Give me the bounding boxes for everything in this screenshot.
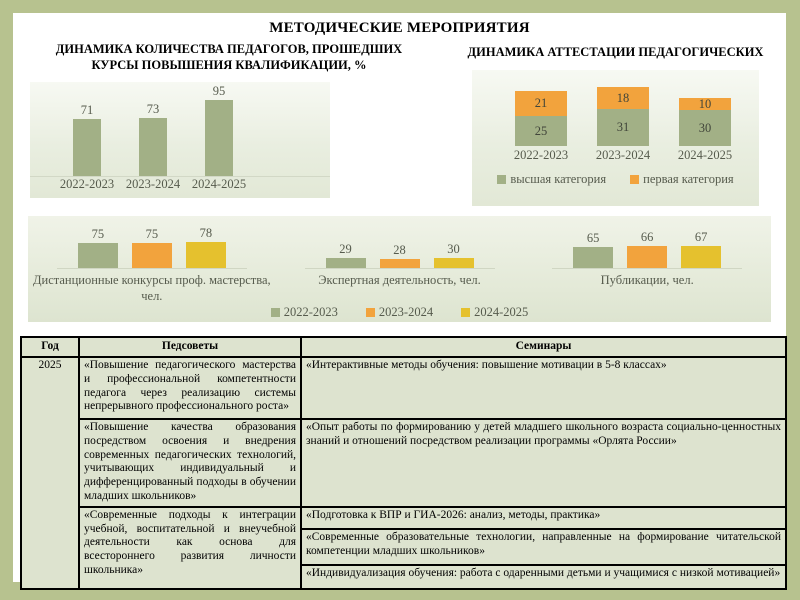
bar-column bbox=[185, 226, 227, 268]
bar bbox=[132, 243, 172, 268]
attestation-categories bbox=[472, 148, 759, 168]
group-label: Дистанционные конкурсы проф. мастерства, чел. bbox=[32, 273, 271, 303]
group-bars bbox=[305, 226, 495, 269]
axis-category-label: 2024-2025 bbox=[191, 176, 247, 191]
legend-color-swatch bbox=[366, 308, 375, 317]
bar-segment: 30 bbox=[679, 110, 731, 146]
stacked-bar-column bbox=[582, 87, 664, 146]
activities-chart bbox=[28, 216, 771, 322]
table-row bbox=[21, 419, 786, 507]
bar-value-label: 30 bbox=[447, 242, 460, 257]
bar bbox=[573, 247, 613, 268]
bar-segment: 10 bbox=[679, 98, 731, 110]
qualification-categories bbox=[30, 177, 330, 197]
chart-group bbox=[523, 226, 771, 304]
group-label: Публикации, чел. bbox=[600, 273, 694, 288]
chart-group bbox=[276, 226, 524, 304]
axis-category-label: 2022-2023 bbox=[59, 176, 115, 191]
legend-label: первая категория bbox=[643, 172, 734, 187]
bar bbox=[627, 246, 667, 268]
qualification-chart-title: ДИНАМИКА КОЛИЧЕСТВА ПЕДАГОГОВ, ПРОШЕДШИХ КУРСЫ ПОВЫШЕНИЯ КВАЛИФИКАЦИИ, % bbox=[55, 42, 403, 73]
axis-category-label: 2022-2023 bbox=[513, 148, 569, 163]
legend-item bbox=[630, 172, 734, 187]
axis-category-label: 2024-2025 bbox=[677, 148, 733, 163]
bar-column bbox=[325, 242, 367, 268]
axis-category-label: 2023-2024 bbox=[125, 176, 181, 191]
bar bbox=[434, 258, 474, 268]
attestation-chart-plot bbox=[472, 70, 759, 206]
bar-column bbox=[186, 84, 252, 176]
legend-item bbox=[366, 305, 433, 320]
seminar-cell: «Подготовка к ВПР и ГИА-2026: анализ, методы, практика» bbox=[301, 507, 786, 529]
bar bbox=[78, 243, 118, 268]
seminar-cell: «Индивидуализация обучения: работа с одаренными детьми и учащимися с низкой мотивацией» bbox=[301, 565, 786, 589]
bar-value-label: 95 bbox=[212, 83, 226, 98]
attestation-chart-title: ДИНАМИКА АТТЕСТАЦИИ ПЕДАГОГИЧЕСКИХ bbox=[467, 45, 764, 59]
bar-segment: 21 bbox=[515, 91, 567, 116]
bar bbox=[681, 246, 721, 268]
stacked-bar bbox=[597, 87, 649, 146]
pedsovet-cell: «Современные подходы к интеграции учебной, воспитательной и внеучебной деятельности как основа для всестороннего развития личности школьника» bbox=[79, 507, 301, 589]
bar-column bbox=[77, 227, 119, 268]
legend-color-swatch bbox=[461, 308, 470, 317]
group-label: Экспертная деятельность, чел. bbox=[318, 273, 481, 288]
charts-row bbox=[13, 41, 786, 206]
attestation-chart bbox=[445, 41, 786, 206]
qualification-bars bbox=[30, 82, 330, 177]
legend-label: 2024-2025 bbox=[474, 304, 529, 319]
stacked-bar-column bbox=[500, 91, 582, 146]
bar-value-label: 75 bbox=[91, 227, 105, 242]
slide-title: МЕТОДИЧЕСКИЕ МЕРОПРИЯТИЯ bbox=[269, 20, 530, 36]
legend-label: 2023-2024 bbox=[378, 304, 434, 319]
axis-category-label: 2023-2024 bbox=[595, 148, 651, 163]
bar-value-label: 67 bbox=[694, 230, 708, 245]
bar-column bbox=[433, 242, 475, 268]
activities-groups bbox=[28, 226, 771, 304]
year-cell: 2025 bbox=[21, 357, 79, 589]
bar-value-label: 66 bbox=[640, 230, 654, 245]
qualification-chart-plot bbox=[30, 82, 330, 198]
bar-column bbox=[626, 230, 668, 268]
legend-label: высшая категория bbox=[510, 172, 607, 187]
attestation-bars bbox=[472, 70, 759, 146]
bar-column bbox=[131, 227, 173, 268]
bar-value-label: 71 bbox=[80, 102, 94, 117]
legend-item bbox=[271, 305, 338, 320]
bar-value-label: 73 bbox=[146, 101, 160, 116]
legend-item bbox=[461, 305, 528, 320]
table-header-seminary: Семинары bbox=[301, 337, 786, 357]
pedsovet-cell: «Повышение качества образования посредством освоения и внедрения современных педагогических технологий, учитывающих индивидуальный и дифференцированный подходы в обучении младших школьников» bbox=[79, 419, 301, 507]
legend-color-swatch bbox=[271, 308, 280, 317]
bar-column bbox=[120, 102, 186, 176]
table-row bbox=[21, 357, 786, 419]
bar bbox=[139, 118, 167, 176]
stacked-bar bbox=[679, 98, 731, 146]
legend-color-swatch bbox=[497, 175, 506, 184]
stacked-bar bbox=[515, 91, 567, 146]
pedsovet-cell: «Повышение педагогического мастерства и профессиональной компетентности педагога через реализацию системы непрерывного профессионального роста» bbox=[79, 357, 301, 419]
bar-column bbox=[572, 231, 614, 268]
legend-label: 2022-2023 bbox=[283, 304, 338, 319]
legend-color-swatch bbox=[630, 175, 639, 184]
bar bbox=[186, 242, 226, 268]
table-header-year: Год bbox=[21, 337, 79, 357]
bar-column bbox=[680, 230, 722, 268]
bar bbox=[205, 100, 233, 176]
activities-legend bbox=[28, 305, 771, 320]
group-bars bbox=[57, 226, 247, 269]
group-bars bbox=[552, 226, 742, 269]
bar bbox=[380, 259, 420, 268]
seminar-cell: «Современные образовательные технологии, направленные на формирование читательской компетенции младших школьников» bbox=[301, 529, 786, 565]
table-header-pedsovety: Педсоветы bbox=[79, 337, 301, 357]
qualification-chart bbox=[13, 41, 445, 206]
bar-value-label: 65 bbox=[586, 231, 600, 246]
bar-segment: 25 bbox=[515, 116, 567, 146]
bar-value-label: 29 bbox=[339, 242, 352, 257]
methodical-table bbox=[20, 336, 787, 590]
bar-segment: 18 bbox=[597, 87, 649, 109]
bar-segment: 31 bbox=[597, 109, 649, 146]
table-header-row bbox=[21, 337, 786, 357]
chart-group bbox=[28, 226, 276, 304]
bar bbox=[326, 258, 366, 268]
stacked-bar-column bbox=[664, 98, 746, 146]
bar-value-label: 28 bbox=[393, 243, 406, 258]
bar-column bbox=[54, 103, 120, 176]
bar-value-label: 78 bbox=[199, 226, 213, 241]
attestation-legend bbox=[472, 172, 759, 187]
legend-item bbox=[497, 172, 606, 187]
slide bbox=[13, 13, 786, 582]
seminar-cell: «Интерактивные методы обучения: повышение мотивации в 5-8 классах» bbox=[301, 357, 786, 419]
bar-value-label: 75 bbox=[145, 227, 159, 242]
seminar-cell: «Опыт работы по формированию у детей младшего школьного возраста социально-ценностных знаний и отношений посредством реализации программы «Орлята России» bbox=[301, 419, 786, 507]
table-row bbox=[21, 507, 786, 529]
bar-column bbox=[379, 243, 421, 268]
bar bbox=[73, 119, 101, 176]
